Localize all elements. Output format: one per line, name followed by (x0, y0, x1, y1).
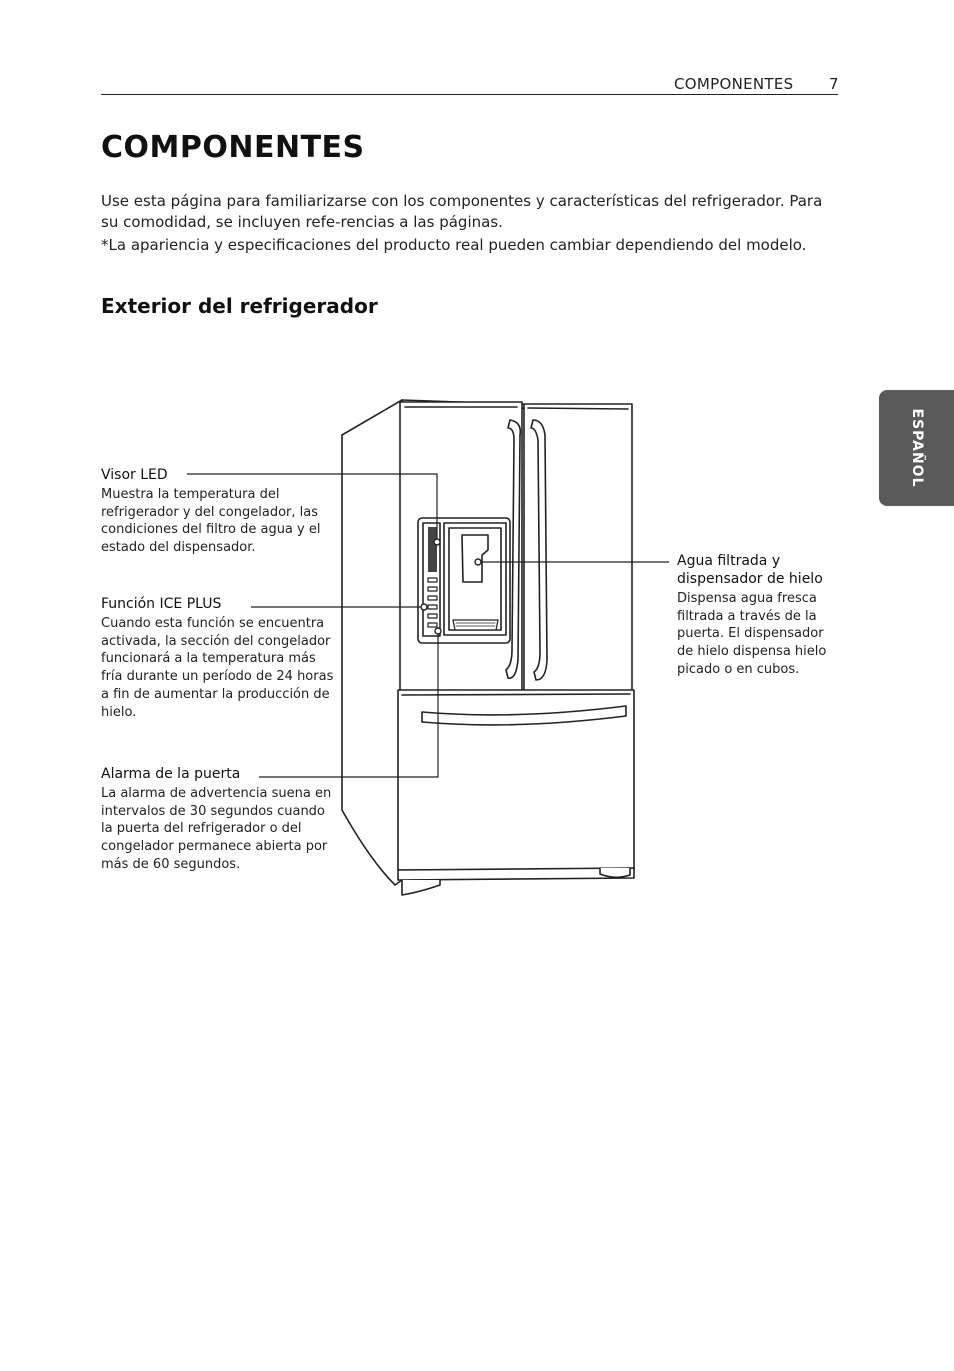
callout-led-description: Muestra la temperatura del refrigerador y del congelador, las condiciones del filtro de agua y el estado del dispensador. (101, 487, 321, 556)
callout-water-title: Agua filtrada y dispensador de hielo (677, 553, 823, 587)
callout-alarm-title: Alarma de la puerta (101, 766, 241, 782)
callout-alarm-description: La alarma de advertencia suena en intervalos de 30 segundos cuando la puerta del refrigerador o del congelador permanece abierta por más de 60 segundos. (101, 786, 332, 872)
callout-led-display (101, 466, 336, 557)
language-tab-label: ESPAÑOL (909, 408, 925, 488)
callout-door-alarm (101, 765, 336, 874)
header-section-label: COMPONENTES (674, 75, 794, 93)
callout-ice-plus-title: Función ICE PLUS (101, 596, 222, 612)
callout-ice-plus-description: Cuando esta función se encuentra activada, la sección del congelador funcionará a la temperatura más fría durante un período de 24 horas a fin de aumentar la producción de hielo. (101, 616, 334, 720)
callout-ice-plus (101, 595, 336, 721)
intro-paragraph: Use esta página para familiarizarse con los componentes y características del refrigerador. Para su comodidad, se incluyen refe-rencias a las páginas. (101, 192, 823, 231)
appearance-note: *La apariencia y especificaciones del producto real pueden cambiar dependiendo del modelo. (101, 236, 807, 254)
page-number: 7 (829, 75, 839, 93)
section-subtitle: Exterior del refrigerador (101, 294, 378, 318)
callout-led-title: Visor LED (101, 467, 168, 483)
callout-water-ice-dispenser (677, 552, 842, 679)
page-title: COMPONENTES (101, 130, 365, 165)
callout-water-description: Dispensa agua fresca filtrada a través de la puerta. El dispensador de hielo dispensa hielo picado o en cubos. (677, 591, 827, 677)
